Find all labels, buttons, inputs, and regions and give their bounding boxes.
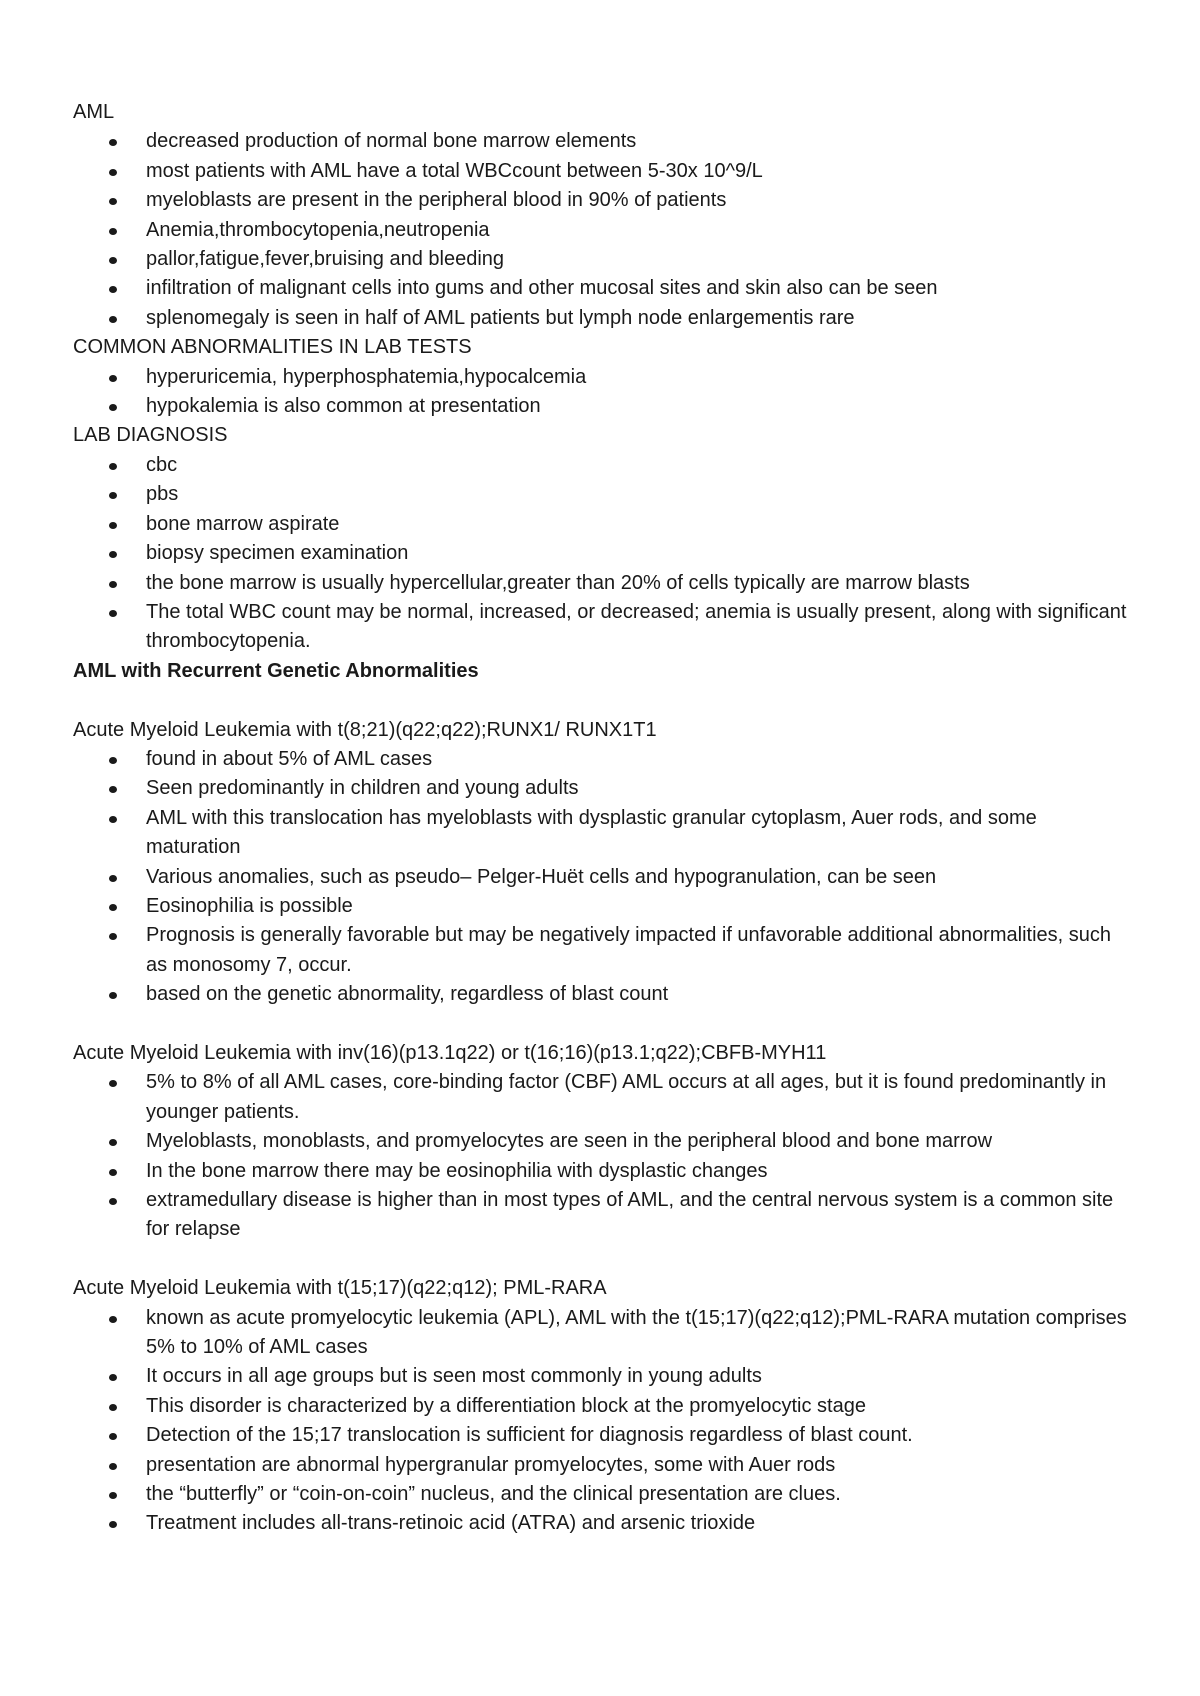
list-item: [73, 1509, 1133, 1538]
section-heading: AML with Recurrent Genetic Abnormalities: [73, 659, 479, 682]
bullet-icon: [109, 1316, 117, 1323]
list-item-text: Eosinophilia is possible: [146, 894, 353, 917]
bullet-list: [73, 363, 1133, 422]
list-item-text: the bone marrow is usually hypercellular,greater than 20% of cells typically are marrow blasts: [146, 571, 970, 594]
bullet-icon: [109, 1463, 117, 1470]
bullet-icon: [109, 316, 117, 323]
list-item: [73, 451, 1133, 480]
list-item: [73, 745, 1133, 774]
list-item-text: In the bone marrow there may be eosinophilia with dysplastic changes: [146, 1159, 768, 1182]
bullet-icon: [109, 1169, 117, 1176]
list-item: [73, 804, 1133, 863]
list-item: [73, 274, 1133, 303]
list-item: [73, 216, 1133, 245]
blank-line: [73, 1245, 1133, 1274]
list-item: [73, 480, 1133, 509]
list-item: [73, 980, 1133, 1009]
bullet-icon: [109, 286, 117, 293]
bullet-icon: [109, 522, 117, 529]
list-item-text: myeloblasts are present in the peripheral blood in 90% of patients: [146, 189, 727, 212]
bullet-icon: [109, 875, 117, 882]
bullet-list: [73, 745, 1133, 1010]
bullet-icon: [109, 610, 117, 617]
list-item: [73, 304, 1133, 333]
section: [73, 333, 1133, 421]
section-heading: COMMON ABNORMALITIES IN LAB TESTS: [73, 336, 472, 359]
list-item: [73, 598, 1133, 657]
bullet-icon: [109, 1374, 117, 1381]
list-item: [73, 157, 1133, 186]
bullet-icon: [109, 169, 117, 176]
list-item-text: pallor,fatigue,fever,bruising and bleeding: [146, 248, 505, 271]
list-item: [73, 1480, 1133, 1509]
bullet-icon: [109, 1492, 117, 1499]
list-item: [73, 1362, 1133, 1391]
list-item-text: Anemia,thrombocytopenia,neutropenia: [146, 218, 490, 241]
blank-line: [73, 1010, 1133, 1039]
bullet-icon: [109, 1521, 117, 1528]
section: [73, 686, 1133, 1009]
bullet-list: [73, 127, 1133, 333]
list-item: [73, 1186, 1133, 1245]
bullet-icon: [109, 375, 117, 382]
bullet-icon: [109, 933, 117, 940]
bullet-icon: [109, 257, 117, 264]
list-item-text: decreased production of normal bone marrow elements: [146, 130, 637, 153]
list-item: [73, 1421, 1133, 1450]
list-item-text: biopsy specimen examination: [146, 542, 409, 565]
bullet-icon: [109, 904, 117, 911]
bullet-list: [73, 451, 1133, 657]
section: [73, 1245, 1133, 1539]
list-item: [73, 774, 1133, 803]
list-item: [73, 863, 1133, 892]
list-item: [73, 1392, 1133, 1421]
list-item-text: Myeloblasts, monoblasts, and promyelocytes are seen in the peripheral blood and bone marrow: [146, 1130, 993, 1153]
list-item: [73, 921, 1133, 980]
list-item-text: Various anomalies, such as pseudo– Pelger-Huët cells and hypogranulation, can be seen: [146, 865, 937, 888]
section: [73, 421, 1133, 656]
list-item-text: 5% to 8% of all AML cases, core-binding factor (CBF) AML occurs at all ages, but it is found predominantly in younger patients.: [146, 1071, 1107, 1123]
bullet-icon: [109, 551, 117, 558]
list-item: [73, 363, 1133, 392]
list-item: [73, 892, 1133, 921]
list-item-text: infiltration of malignant cells into gums and other mucosal sites and skin also can be seen: [146, 277, 938, 300]
list-item: [73, 569, 1133, 598]
list-item: [73, 539, 1133, 568]
list-item: [73, 392, 1133, 421]
list-item-text: This disorder is characterized by a differentiation block at the promyelocytic stage: [146, 1394, 866, 1417]
bullet-icon: [109, 139, 117, 146]
list-item-text: found in about 5% of AML cases: [146, 747, 433, 770]
section-heading: Acute Myeloid Leukemia with inv(16)(p13.1q22) or t(16;16)(p13.1;q22);CBFB-MYH11: [73, 1041, 827, 1064]
document-content: [73, 98, 1133, 1539]
list-item-text: hyperuricemia, hyperphosphatemia,hypocalcemia: [146, 365, 587, 388]
bullet-icon: [109, 228, 117, 235]
list-item-text: known as acute promyelocytic leukemia (APL), AML with the t(15;17)(q22;q12);PML-RARA mutation comprises 5% to 10% of AML cases: [146, 1306, 1127, 1359]
bullet-icon: [109, 581, 117, 588]
bullet-icon: [109, 1080, 117, 1087]
list-item-text: It occurs in all age groups but is seen most commonly in young adults: [146, 1365, 762, 1388]
list-item: [73, 245, 1133, 274]
bullet-icon: [109, 198, 117, 205]
bullet-icon: [109, 816, 117, 823]
bullet-icon: [109, 1404, 117, 1411]
bullet-icon: [109, 992, 117, 999]
section-heading: AML: [73, 101, 115, 123]
list-item-text: splenomegaly is seen in half of AML patients but lymph node enlargementis rare: [146, 306, 855, 329]
bullet-icon: [109, 786, 117, 793]
list-item-text: Prognosis is generally favorable but may be negatively impacted if unfavorable additional abnormalities, such as monosomy 7, occur.: [146, 924, 1111, 976]
list-item: [73, 1157, 1133, 1186]
section-heading: Acute Myeloid Leukemia with t(15;17)(q22;q12); PML-RARA: [73, 1277, 607, 1300]
blank-line: [73, 686, 1133, 715]
list-item-text: most patients with AML have a total WBCcount between 5-30x 10^9/L: [146, 159, 763, 182]
document-page: [73, 98, 1133, 1539]
list-item-text: The total WBC count may be normal, increased, or decreased; anemia is usually present, along with significant thrombocytopenia.: [146, 600, 1127, 653]
list-item: [73, 127, 1133, 156]
section: [73, 98, 1133, 333]
list-item-text: AML with this translocation has myeloblasts with dysplastic granular cytoplasm, Auer rods, and some maturation: [146, 806, 1037, 859]
section: [73, 1010, 1133, 1245]
list-item: [73, 186, 1133, 215]
bullet-icon: [109, 404, 117, 411]
bullet-icon: [109, 757, 117, 764]
list-item-text: Treatment includes all-trans-retinoic acid (ATRA) and arsenic trioxide: [146, 1512, 756, 1535]
list-item: [73, 1068, 1133, 1127]
list-item-text: based on the genetic abnormality, regardless of blast count: [146, 983, 669, 1006]
list-item-text: presentation are abnormal hypergranular promyelocytes, some with Auer rods: [146, 1453, 836, 1476]
section-heading: LAB DIAGNOSIS: [73, 424, 228, 447]
list-item-text: hypokalemia is also common at presentation: [146, 395, 541, 418]
list-item-text: pbs: [146, 483, 179, 506]
list-item-text: Detection of the 15;17 translocation is sufficient for diagnosis regardless of blast count.: [146, 1424, 913, 1447]
list-item-text: Seen predominantly in children and young adults: [146, 777, 579, 800]
section: [73, 657, 1133, 686]
bullet-list: [73, 1304, 1133, 1539]
list-item: [73, 1451, 1133, 1480]
list-item: [73, 1304, 1133, 1363]
bullet-list: [73, 1068, 1133, 1244]
list-item: [73, 510, 1133, 539]
list-item-text: extramedullary disease is higher than in most types of AML, and the central nervous system is a common site for relapse: [146, 1189, 1114, 1241]
section-heading: Acute Myeloid Leukemia with t(8;21)(q22;q22);RUNX1/ RUNX1T1: [73, 718, 657, 741]
bullet-icon: [109, 492, 117, 499]
list-item-text: cbc: [146, 453, 178, 476]
bullet-icon: [109, 1433, 117, 1440]
list-item-text: bone marrow aspirate: [146, 512, 340, 535]
list-item: [73, 1127, 1133, 1156]
bullet-icon: [109, 1139, 117, 1146]
bullet-icon: [109, 463, 117, 470]
list-item-text: the “butterfly” or “coin-on-coin” nucleus, and the clinical presentation are clues.: [146, 1483, 841, 1506]
bullet-icon: [109, 1198, 117, 1205]
